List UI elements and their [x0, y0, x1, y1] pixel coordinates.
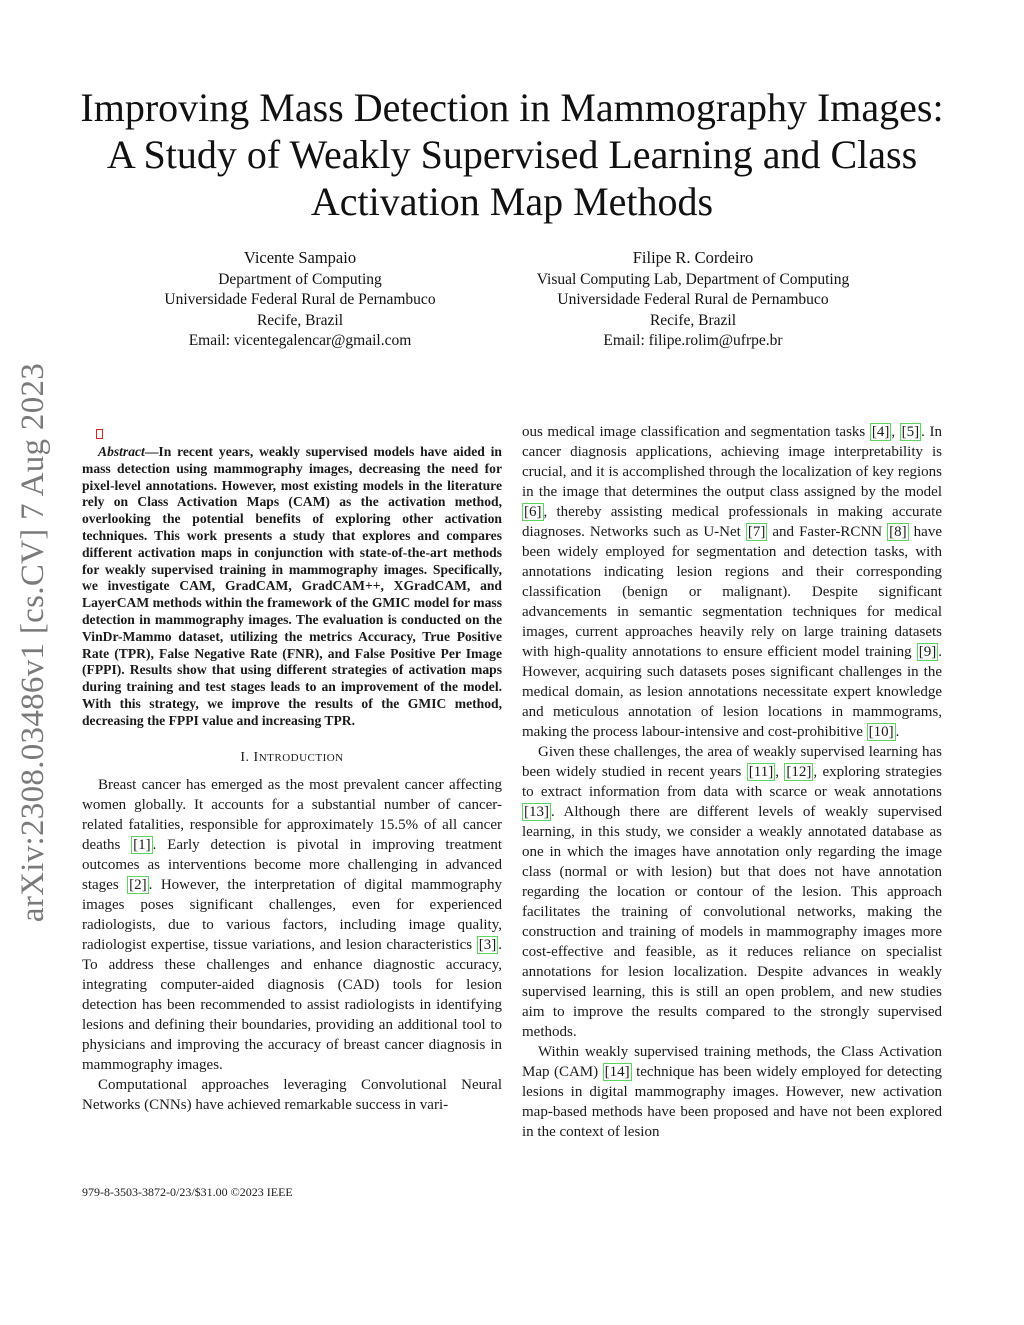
author-block-2	[493, 248, 893, 352]
author-name: Filipe R. Cordeiro	[632, 248, 754, 267]
left-column	[82, 422, 502, 1115]
annotation-marker	[96, 429, 103, 439]
citation-link[interactable]: [4]	[871, 424, 890, 440]
author-email: Email: filipe.rolim@ufrpe.br	[603, 332, 783, 349]
author-affiliation: Visual Computing Lab, Department of Computing	[536, 270, 850, 288]
copyright-footer: 979-8-3503-3872-0/23/$31.00 ©2023 IEEE	[82, 1185, 293, 1199]
paper-title: Improving Mass Detection in Mammography Images: A Study of Weakly Supervised Learning and Class Activation Map Methods	[80, 85, 944, 224]
paragraph: Breast cancer has emerged as the most prevalent cancer affecting women globally. It accounts for a substantial number of cancer-related fatalities, responsible for approximately 15.5% of all cancer deaths [1] . Early detection is pivotal in improving treatment outcomes as interventions become more challenging in advanced stages [2] . However, the interpretation of digital mammography images poses significant challenges, even for experienced radiologists, due to various factors, including image quality, radiologist expertise, tissue variations, and lesion characteristics [3] . To address these challenges and enhance diagnostic accuracy, integrating computer-aided diagnosis (CAD) tools for lesion detection has been recommended to assist radiologists in identifying lesions and defining their boundaries, providing an additional tool to physicians and improving the accuracy of breast cancer diagnosis in mammography images.	[82, 776, 502, 1073]
author-email: Email: vicentegalencar@gmail.com	[188, 332, 412, 349]
paragraph: ous medical image classification and segmentation tasks [4] , [5] . In cancer diagnosis applications, achieving image interpretability is crucial, and it is accomplished through the localization of key regions in the image that determines the output class assigned by the model [6] , thereby assisting medical professionals in making accurate diagnoses. Networks such as U-Net [7] and Faster-RCNN [8] have been widely employed for segmentation and detection tasks, with annotations indicating lesion regions and their corresponding classification (benign or malignant). Despite significant advancements in semantic segmentation techniques for medical images, current approaches heavily rely on large training datasets with high-quality annotations to ensure efficient model training [9] . However, acquiring such datasets poses significant challenges in the medical domain, as lesion annotations necessitate expert knowledge and meticulous annotation of lesion locations in mammograms, making the process labour-intensive and cost-prohibitive [10] .	[522, 424, 943, 740]
paragraph: Given these challenges, the area of weakly supervised learning has been widely studied in recent years [11] , [12] , exploring strategies to extract information from data with scarce or weak annotations [13] . Although there are different levels of weakly supervised learning, in this study, we consider a weakly annotated database as one in which the images have annotation only regarding the image class (normal or with lesion) but that does not have annotation regarding the location or contour of the lesion. This approach facilitates the training of convolutional networks, making the construction and training of models in mammography images more cost-effective and feasible, as it reduces reliance on specialist annotations for lesion localization. Despite advances in weakly supervised learning, this is still an open problem, and new studies aim to improve the results compared to the strongly supervised methods.	[522, 744, 943, 1040]
abstract-label: Abstract	[98, 444, 145, 459]
author-name: Vicente Sampaio	[243, 248, 357, 267]
abstract-text: —In recent years, weakly supervised models have aided in mass detection using mammography images, decreasing the need for pixel-level annotations. However, most existing models in the literature rely on Class Activation Maps (CAM) as the activation method, overlooking the potential benefits of exploring other activation techniques. This work presents a study that explores and compares different activation maps in conjunction with state-of-the-art methods for weakly supervised training in mammography images. Specifically, we investigate CAM, GradCAM, GradCAM++, XGradCAM, and LayerCAM methods within the framework of the GMIC model for mass detection in mammography images. The evaluation is conducted on the VinDr-Mammo dataset, utilizing the metrics Accuracy, True Positive Rate (TPR), False Negative Rate (FNR), and False Positive Per Image (FPPI). Results show that using different strategies of activation maps during training and test stages leads to an improvement of the model. With this strategy, we improve the results of the GMIC method, decreasing the FPPI value and increasing TPR.	[82, 444, 502, 728]
arxiv-sidebar	[10, 352, 58, 932]
section-heading-introduction: I. INTRODUCTION	[240, 749, 344, 765]
author-block-1	[120, 248, 480, 352]
right-column	[522, 422, 942, 1142]
paragraph: Within weakly supervised training methods, the Class Activation Map (CAM) [14] technique has been widely employed for detecting lesions in digital mammography images. However, new activation map-based methods have been proposed and have not been explored in the context of lesion	[522, 1044, 942, 1140]
citation-link[interactable]: [11]	[748, 764, 774, 780]
author-affiliation: Recife, Brazil	[649, 311, 737, 329]
author-affiliation: Department of Computing	[218, 270, 382, 288]
citation-link[interactable]: [5]	[901, 424, 920, 440]
citation-link[interactable]: [3]	[478, 936, 497, 953]
author-affiliation: Recife, Brazil	[256, 311, 344, 329]
abstract	[82, 444, 502, 730]
author-affiliation: Universidade Federal Rural de Pernambuco	[164, 291, 436, 308]
arxiv-identifier: arXiv:2308.03486v1 [cs.CV] 7 Aug 2023	[15, 362, 52, 922]
citation-link[interactable]: [13]	[524, 804, 549, 820]
author-affiliation: Universidade Federal Rural de Pernambuco	[557, 291, 829, 308]
citation-link[interactable]: [1]	[133, 836, 151, 853]
citation-link[interactable]: [9]	[918, 644, 937, 660]
citation-link[interactable]: [8]	[889, 524, 907, 540]
paragraph: Computational approaches leveraging Convolutional Neural Networks (CNNs) have achieved remarkable success in vari-	[82, 1076, 502, 1113]
citation-link[interactable]: [12]	[786, 764, 812, 780]
citation-link[interactable]: [2]	[129, 876, 147, 893]
citation-link[interactable]: [7]	[747, 524, 766, 540]
citation-link[interactable]: [6]	[524, 504, 542, 520]
citation-link[interactable]: [14]	[604, 1064, 630, 1080]
citation-link[interactable]: [10]	[868, 724, 894, 740]
